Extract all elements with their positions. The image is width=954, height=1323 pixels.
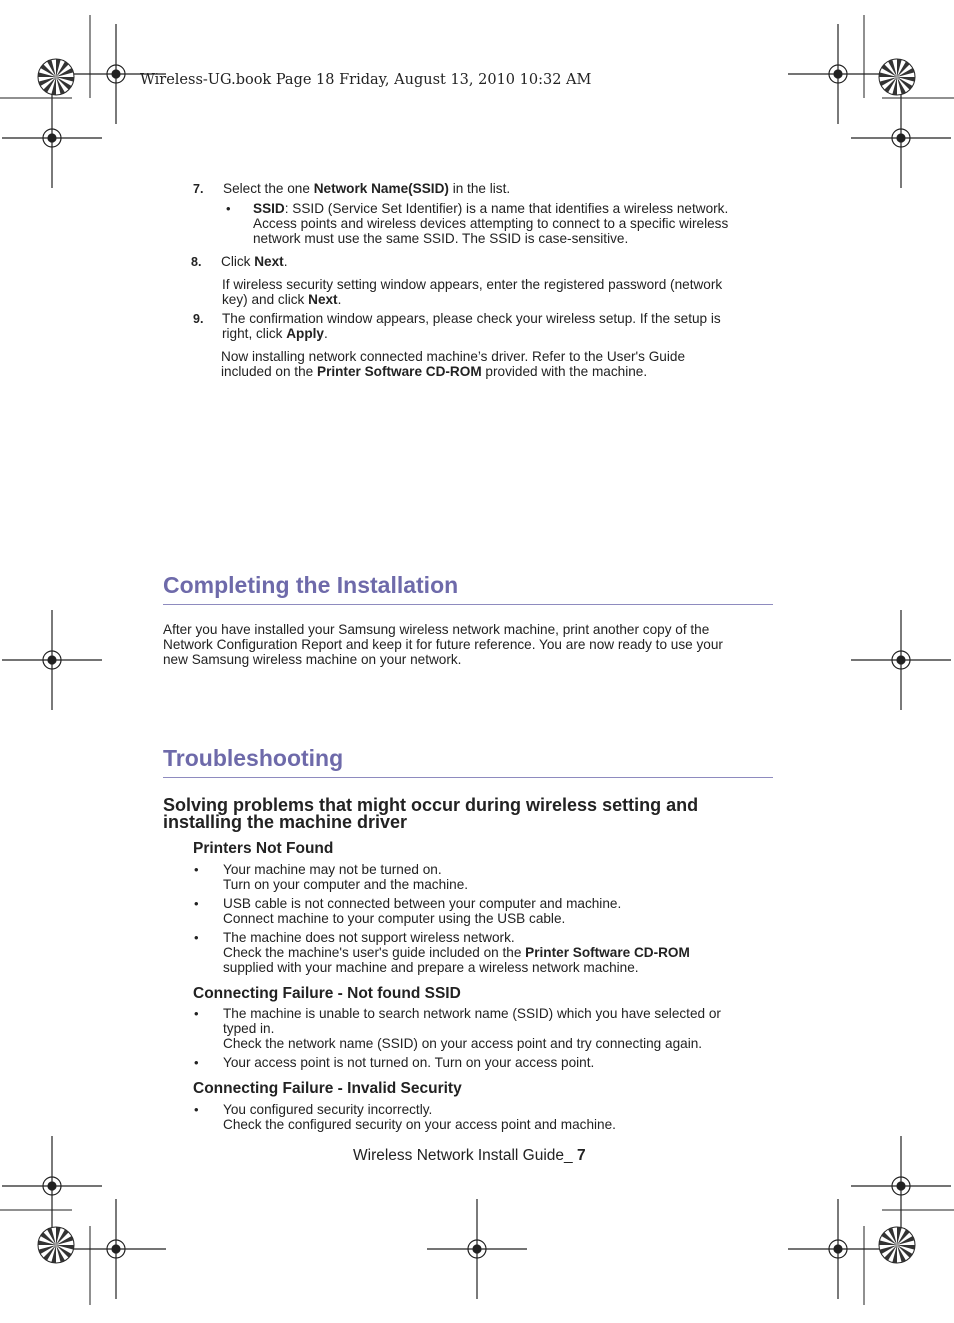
list-item: Your machine may not be turned on. Turn on your computer and the machine.	[223, 862, 469, 892]
page-footer	[353, 1147, 586, 1165]
bullet: •	[194, 896, 199, 911]
star-target-icon	[879, 59, 915, 95]
step-8-note: If wireless security setting window appears, enter the registered password (network key) and click Next.	[222, 277, 723, 307]
crosshair-mark-icon	[851, 1136, 951, 1236]
star-target-icon	[879, 1227, 915, 1263]
bullet: •	[194, 1006, 199, 1021]
list-item: You configured security incorrectly. Check the configured security on your access point and machine.	[223, 1102, 616, 1132]
driver-install-note: Now installing network connected machine’s driver. Refer to the User's Guide included on the Printer Software CD-ROM provided with the machine.	[221, 349, 685, 379]
list-item: Your access point is not turned on. Turn on your access point.	[223, 1055, 595, 1070]
star-target-icon	[38, 59, 74, 95]
step-9-number: 9.	[193, 312, 204, 326]
section-title-completing: Completing the Installation	[163, 572, 459, 598]
crosshair-mark-icon	[851, 88, 951, 188]
completing-paragraph: After you have installed your Samsung wireless network machine, print another copy of the Network Configuration Report and keep it for future reference. You are now ready to use your new Samsung wireless machine on your network.	[163, 622, 723, 667]
crosshair-mark-icon	[66, 1199, 166, 1299]
list-item: The machine is unable to search network name (SSID) which you have selected or typed in. Check the network name (SSID) on your access point and try connecting again.	[223, 1006, 721, 1051]
troubleshooting-subtitle: Solving problems that might occur during wireless setting and installing the machine driver	[163, 795, 699, 832]
section-rule	[163, 604, 773, 605]
not-found-ssid-heading: Connecting Failure - Not found SSID	[193, 985, 461, 1002]
section-title-troubleshooting: Troubleshooting	[163, 745, 344, 771]
crosshair-mark-icon	[2, 1136, 102, 1236]
bullet: •	[194, 1102, 199, 1117]
bullet: •	[194, 862, 199, 877]
step-7-text: Select the one Network Name(SSID) in the list.	[223, 181, 511, 196]
step-8-number: 8.	[191, 255, 202, 269]
crosshair-mark-icon	[788, 1199, 888, 1299]
crosshair-mark-icon	[851, 610, 951, 710]
step-8-text: Click Next.	[221, 254, 288, 269]
crosshair-mark-icon	[427, 1199, 527, 1299]
crosshair-mark-icon	[2, 88, 102, 188]
star-target-icon	[38, 1227, 74, 1263]
print-header-line: Wireless-UG.book Page 18 Friday, August 13, 2010 10:32 AM	[140, 72, 592, 88]
bullet: •	[194, 1055, 199, 1070]
list-item: USB cable is not connected between your computer and machine. Connect machine to your computer using the USB cable.	[223, 896, 622, 926]
list-item: The machine does not support wireless network. Check the machine's user's guide included on the Printer Software CD-ROM supplied with your machine and prepare a wireless network machine.	[223, 930, 690, 975]
printers-not-found-heading: Printers Not Found	[193, 840, 334, 857]
crosshair-mark-icon	[2, 610, 102, 710]
step-9-text: The confirmation window appears, please check your wireless setup. If the setup is right, click Apply.	[222, 311, 721, 341]
invalid-security-heading: Connecting Failure - Invalid Security	[193, 1080, 462, 1097]
page-number: 7	[576, 1147, 586, 1164]
bullet: •	[226, 201, 231, 216]
crosshair-mark-icon	[788, 24, 888, 124]
step-7-number: 7.	[193, 182, 204, 196]
footer-label: Wireless Network Install Guide_	[353, 1147, 577, 1164]
section-rule	[163, 777, 773, 778]
bullet: •	[194, 930, 199, 945]
ssid-definition: SSID: SSID (Service Set Identifier) is a name that identifies a wireless network. Access points and wireless devices attempting to connect to a specific wireless network must use the same SSID. The SSID is case-sensitive.	[253, 201, 729, 246]
